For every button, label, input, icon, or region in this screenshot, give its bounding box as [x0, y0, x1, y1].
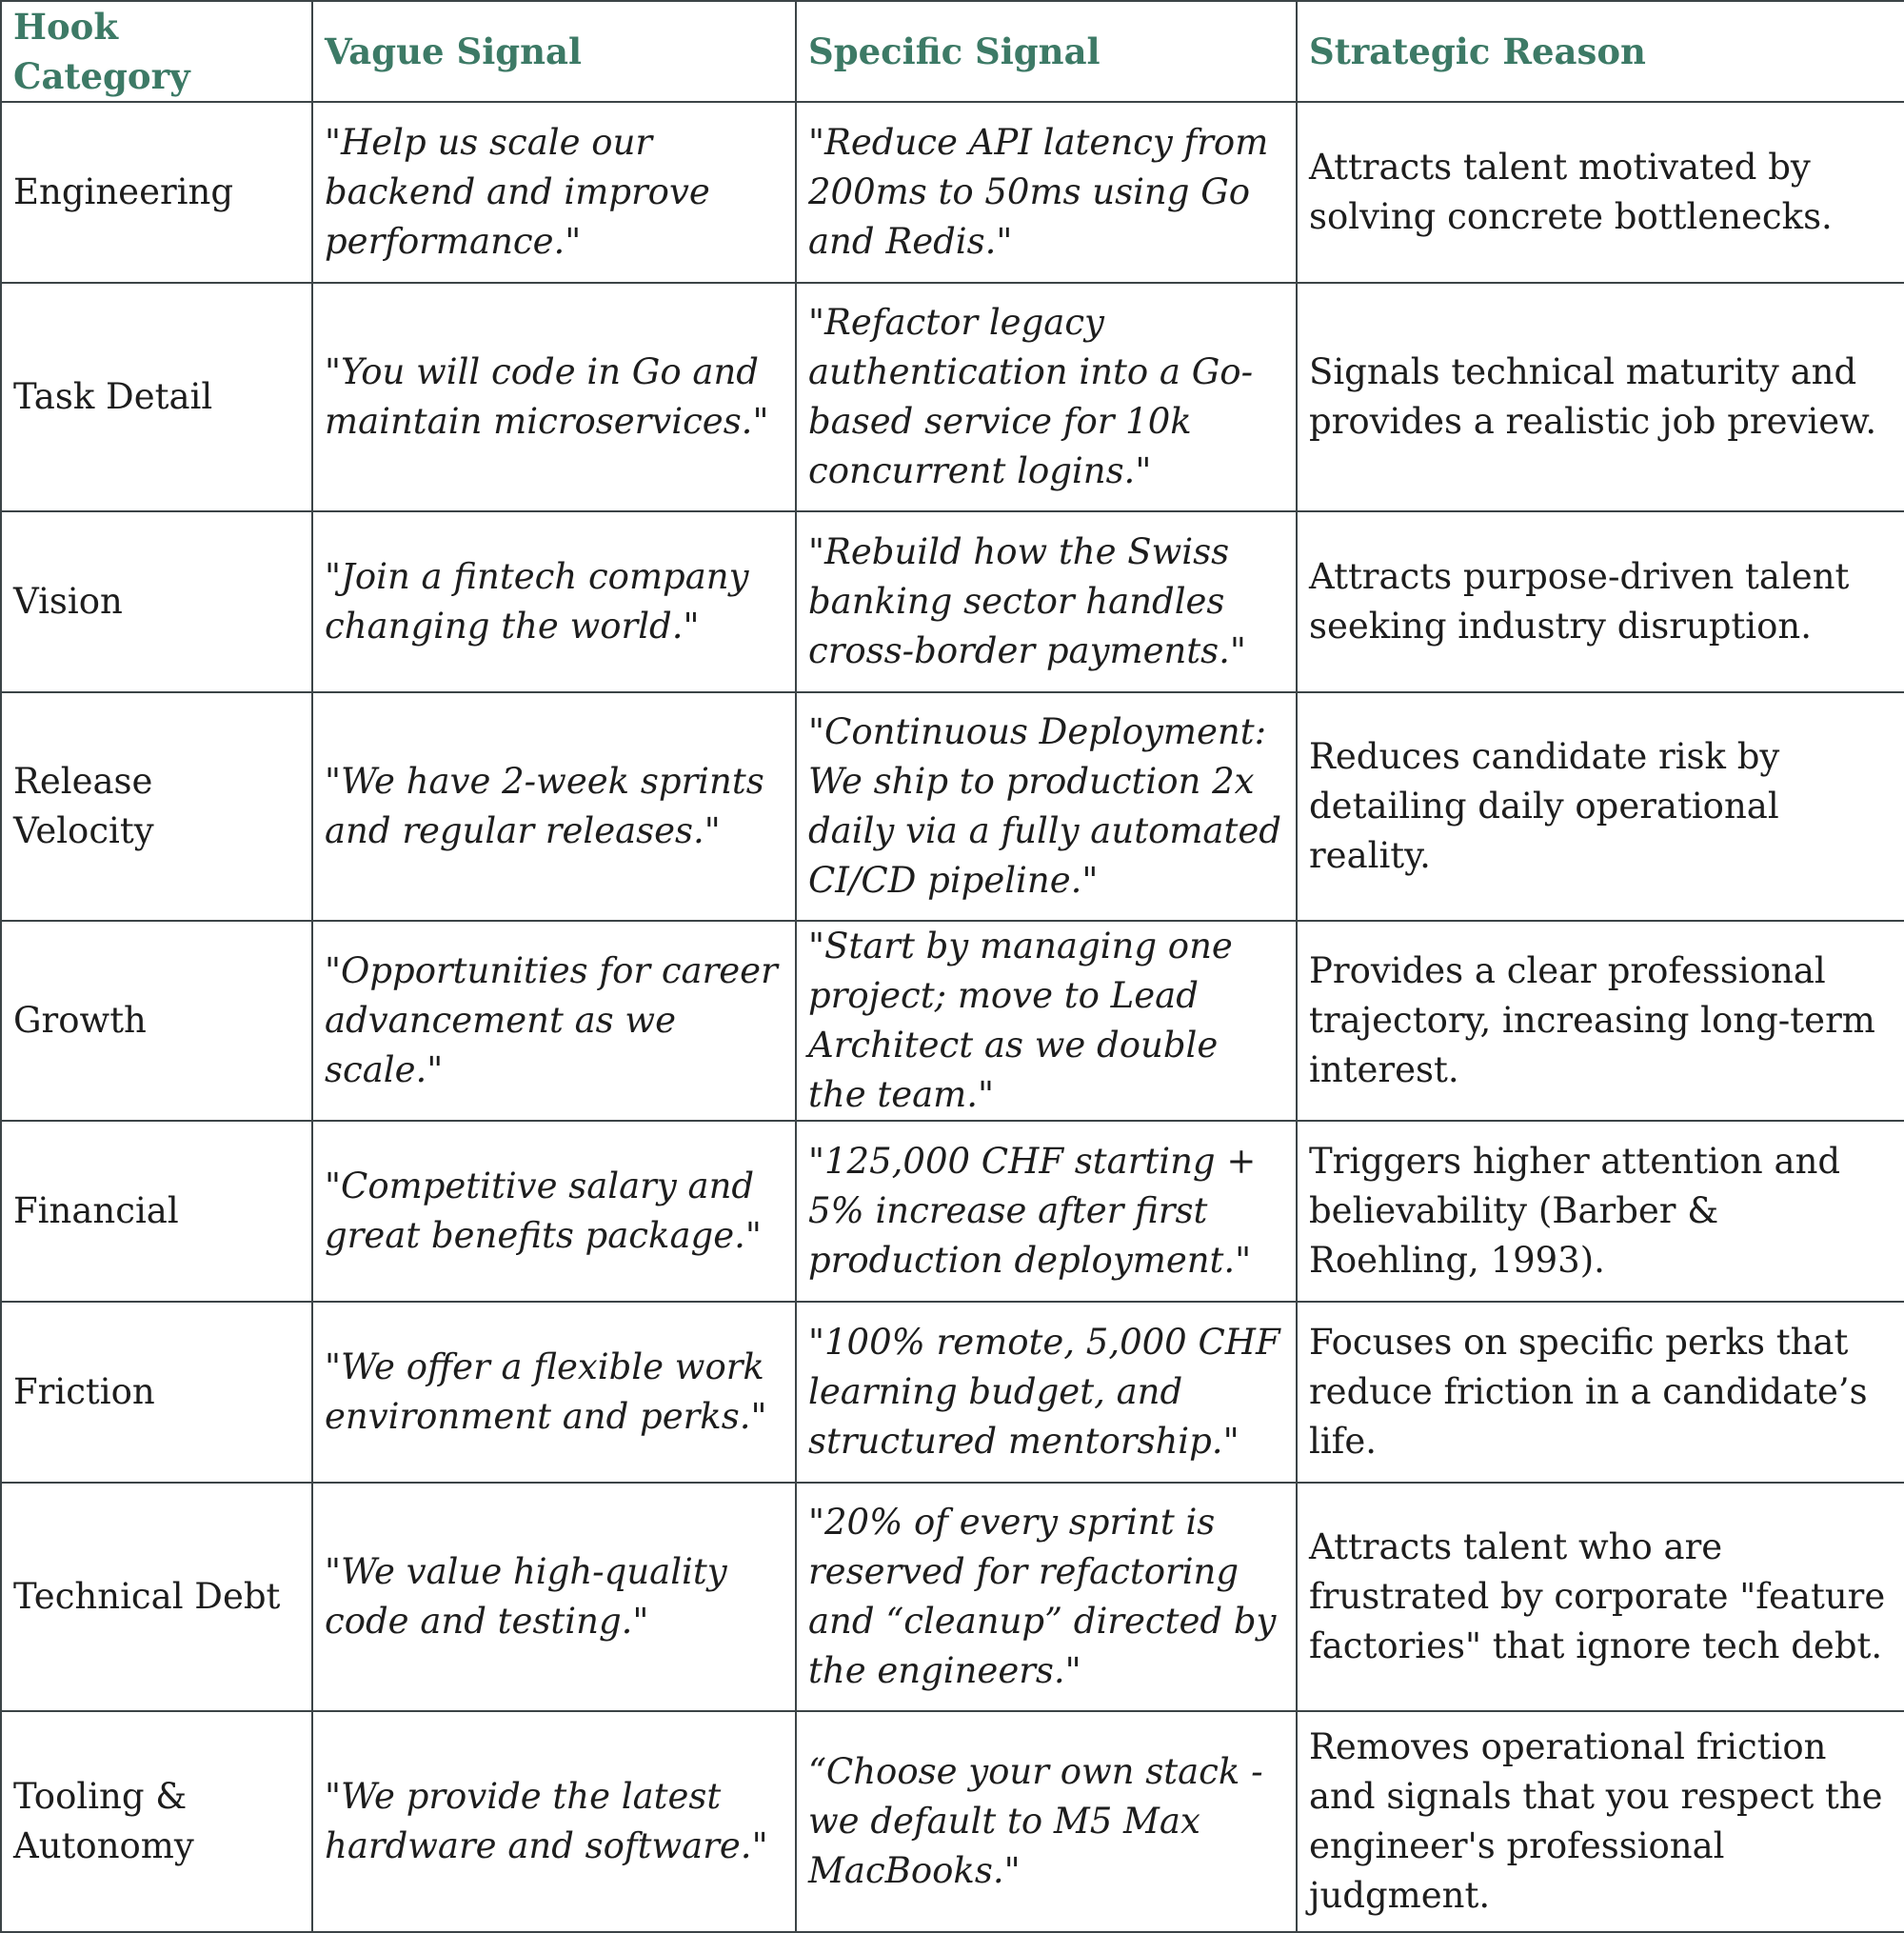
strategic-reason-cell: Attracts purpose-driven talent seeking industry disruption. — [1297, 511, 1904, 692]
specific-signal-cell: "125,000 CHF starting + 5% increase after first production deployment." — [796, 1121, 1297, 1302]
hook-category-cell: Tooling & Autonomy — [1, 1711, 312, 1932]
hook-category-cell: Task Detail — [1, 283, 312, 511]
header-specific-signal: Specific Signal — [796, 1, 1297, 102]
table-row — [1, 1302, 1904, 1483]
table-row — [1, 1483, 1904, 1711]
vague-signal-cell: "Help us scale our backend and improve performance." — [312, 102, 796, 283]
vague-signal-cell: "Opportunities for career advancement as we scale." — [312, 921, 796, 1121]
header-strategic-reason: Strategic Reason — [1297, 1, 1904, 102]
strategic-reason-cell: Focuses on specific perks that reduce friction in a candidate’s life. — [1297, 1302, 1904, 1483]
vague-signal-cell: "You will code in Go and maintain microservices." — [312, 283, 796, 511]
table-header-row — [1, 1, 1904, 102]
hook-category-cell: Financial — [1, 1121, 312, 1302]
vague-signal-cell: "We provide the latest hardware and software." — [312, 1711, 796, 1932]
hook-category-cell: Vision — [1, 511, 312, 692]
hook-category-cell: Friction — [1, 1302, 312, 1483]
table-row — [1, 1711, 1904, 1932]
vague-signal-cell: "We offer a flexible work environment and perks." — [312, 1302, 796, 1483]
vague-signal-cell: "We have 2-week sprints and regular releases." — [312, 692, 796, 921]
table-row — [1, 102, 1904, 283]
strategic-reason-cell: Removes operational friction and signals that you respect the engineer's professional judgment. — [1297, 1711, 1904, 1932]
hook-category-cell: Technical Debt — [1, 1483, 312, 1711]
table-row — [1, 1121, 1904, 1302]
specific-signal-cell: "20% of every sprint is reserved for refactoring and “cleanup” directed by the engineers." — [796, 1483, 1297, 1711]
hook-category-cell: Growth — [1, 921, 312, 1121]
specific-signal-cell: "100% remote, 5,000 CHF learning budget, and structured mentorship." — [796, 1302, 1297, 1483]
vague-signal-cell: "Competitive salary and great benefits package." — [312, 1121, 796, 1302]
specific-signal-cell: "Refactor legacy authentication into a Go-based service for 10k concurrent logins." — [796, 283, 1297, 511]
table-row — [1, 511, 1904, 692]
strategic-reason-cell: Signals technical maturity and provides a realistic job preview. — [1297, 283, 1904, 511]
table-row — [1, 921, 1904, 1121]
header-hook-category: Hook Category — [1, 1, 312, 102]
specific-signal-cell: "Start by managing one project; move to Lead Architect as we double the team." — [796, 921, 1297, 1121]
table-row — [1, 692, 1904, 921]
table-row — [1, 283, 1904, 511]
strategic-reason-cell: Triggers higher attention and believability (Barber & Roehling, 1993). — [1297, 1121, 1904, 1302]
hook-category-cell: Engineering — [1, 102, 312, 283]
specific-signal-cell: "Reduce API latency from 200ms to 50ms using Go and Redis." — [796, 102, 1297, 283]
hook-category-cell: Release Velocity — [1, 692, 312, 921]
specific-signal-cell: "Continuous Deployment: We ship to production 2x daily via a fully automated CI/CD pipeline." — [796, 692, 1297, 921]
specific-signal-cell: "Rebuild how the Swiss banking sector handles cross-border payments." — [796, 511, 1297, 692]
strategic-reason-cell: Reduces candidate risk by detailing daily operational reality. — [1297, 692, 1904, 921]
strategic-reason-cell: Attracts talent motivated by solving concrete bottlenecks. — [1297, 102, 1904, 283]
strategic-reason-cell: Provides a clear professional trajectory, increasing long-term interest. — [1297, 921, 1904, 1121]
header-vague-signal: Vague Signal — [312, 1, 796, 102]
vague-signal-cell: "Join a fintech company changing the world." — [312, 511, 796, 692]
vague-signal-cell: "We value high-quality code and testing." — [312, 1483, 796, 1711]
specific-signal-cell: “Choose your own stack - we default to M5 Max MacBooks." — [796, 1711, 1297, 1932]
strategic-reason-cell: Attracts talent who are frustrated by corporate "feature factories" that ignore tech debt. — [1297, 1483, 1904, 1711]
